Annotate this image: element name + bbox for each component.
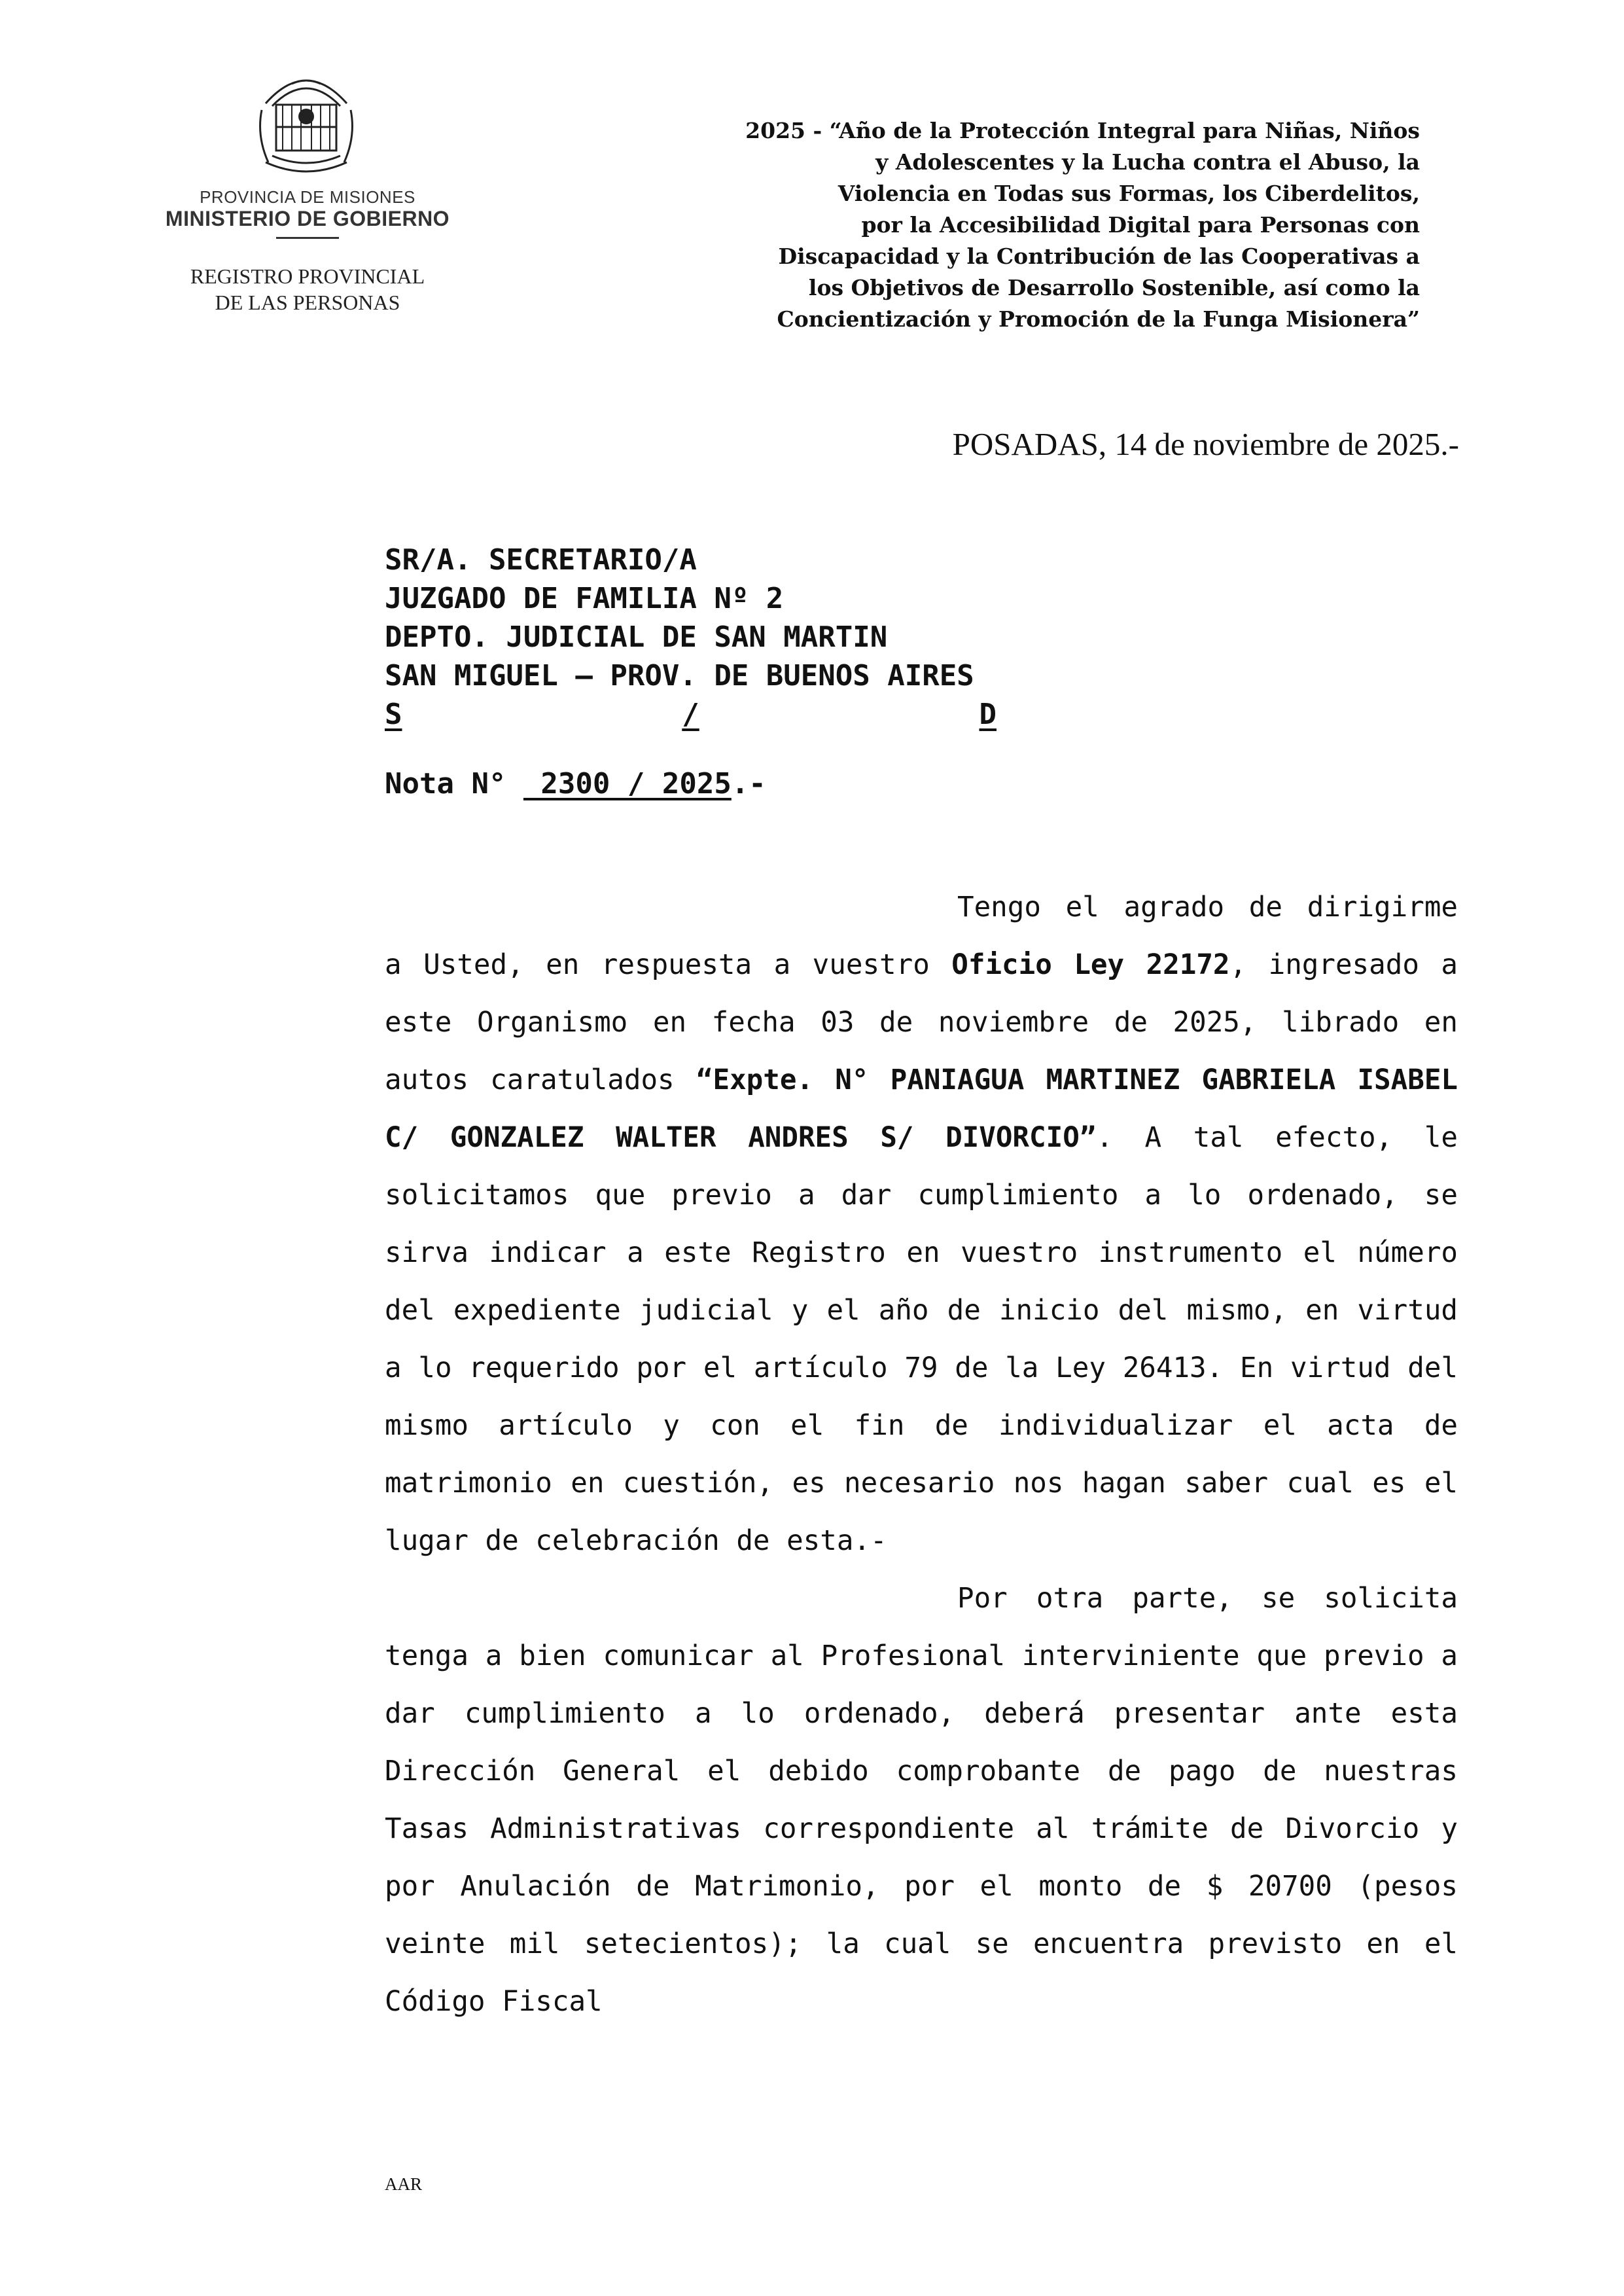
paragraph-2-lead: Por otra parte, se solicita tenga — [385, 1583, 1458, 1672]
note-suffix: .- — [731, 767, 766, 800]
ministry-block — [150, 187, 465, 239]
note-number — [385, 767, 766, 800]
motto-line: Concientización y Promoción de la Funga Misionera” — [777, 306, 1420, 332]
paragraph-1-text: . A tal efecto, le solicitamos que previo a dar cumplimiento a lo ordenado, se sirva indicar a este Registro en vuestro instrumento el número del expediente judicial y el año de inicio del mismo, en virtud a lo requerido por el artículo 79 de la Ley 26413. En virtud del mismo artículo y con el fin de individualizar el acta de matrimonio en cuestión, es necesario nos hagan saber cual es el lugar de celebración de esta.- — [385, 1122, 1458, 1557]
motto-line: Violencia en Todas sus Formas, los Ciberdelitos, — [838, 181, 1420, 206]
oficio-reference: Oficio Ley 22172 — [951, 949, 1230, 981]
sd-line — [385, 695, 997, 734]
typist-initials: AAR — [385, 2174, 423, 2194]
motto-line: por la Accesibilidad Digital para Personas con — [861, 212, 1420, 238]
registry-line-2: DE LAS PERSONAS — [215, 291, 400, 314]
case-caption: “Expte. N° PANIAGUA MARTINEZ GABRIELA ISABEL C/ GONZALEZ WALTER ANDRES S/ DIVORCIO” — [385, 1064, 1458, 1154]
registry-name — [150, 263, 465, 315]
motto-line: los Objetivos de Desarrollo Sostenible, así como la — [808, 275, 1420, 300]
sd-s: S — [385, 698, 402, 731]
paragraph-2-text: a bien comunicar al Profesional interviniente que previo a dar cumplimiento a lo ordenado, deberá presentar ante esta Dirección General el debido comprobante de pago de nuestras Tasas Administrativas correspondiente al trámite de Divorcio y por Anulación de Matrimonio, por el monto de $ 20700 (pesos veinte mil setecientos); la cual se encuentra previsto en el Código Fiscal — [385, 1640, 1458, 2018]
province-name: PROVINCIA DE MISIONES — [200, 187, 415, 207]
paragraph-1-text: , ingresado a este Organismo en fecha 03 de noviembre de 2025, librado en autos caratulados — [385, 949, 1458, 1096]
addressee-block — [385, 541, 997, 734]
paragraph-2 — [385, 1570, 1458, 2031]
note-number-value: 2300 / 2025 — [523, 767, 732, 800]
addressee-line-4: SAN MIGUEL – PROV. DE BUENOS AIRES — [385, 659, 974, 692]
letter-body — [385, 879, 1458, 2031]
paragraph-1-text: Usted, en respuesta a vuestro — [423, 949, 952, 981]
motto-line: 2025 - “Año de la Protección Integral para Niñas, Niños — [745, 118, 1420, 143]
year-motto — [595, 115, 1420, 335]
addressee-line-1: SR/A. SECRETARIO/A — [385, 543, 697, 577]
motto-line: y Adolescentes y la Lucha contra el Abuso, la — [875, 149, 1420, 175]
sd-slash: / — [682, 698, 699, 731]
note-label: Nota N° — [385, 767, 523, 800]
registry-line-1: REGISTRO PROVINCIAL — [190, 264, 425, 288]
addressee-line-2: JUZGADO DE FAMILIA Nº 2 — [385, 582, 784, 615]
sd-d: D — [979, 698, 997, 731]
addressee-line-3: DEPTO. JUDICIAL DE SAN MARTIN — [385, 620, 888, 654]
paragraph-1-lead: Tengo el agrado de dirigirme a — [385, 891, 1458, 981]
provincia-de-misiones-seal-icon — [253, 64, 360, 181]
paragraph-1 — [385, 879, 1458, 1570]
date-line: POSADAS, 14 de noviembre de 2025.- — [952, 426, 1459, 462]
ministry-divider — [276, 237, 339, 239]
ministry-name: MINISTERIO DE GOBIERNO — [165, 207, 450, 230]
motto-line: Discapacidad y la Contribución de las Cooperativas a — [778, 243, 1420, 269]
